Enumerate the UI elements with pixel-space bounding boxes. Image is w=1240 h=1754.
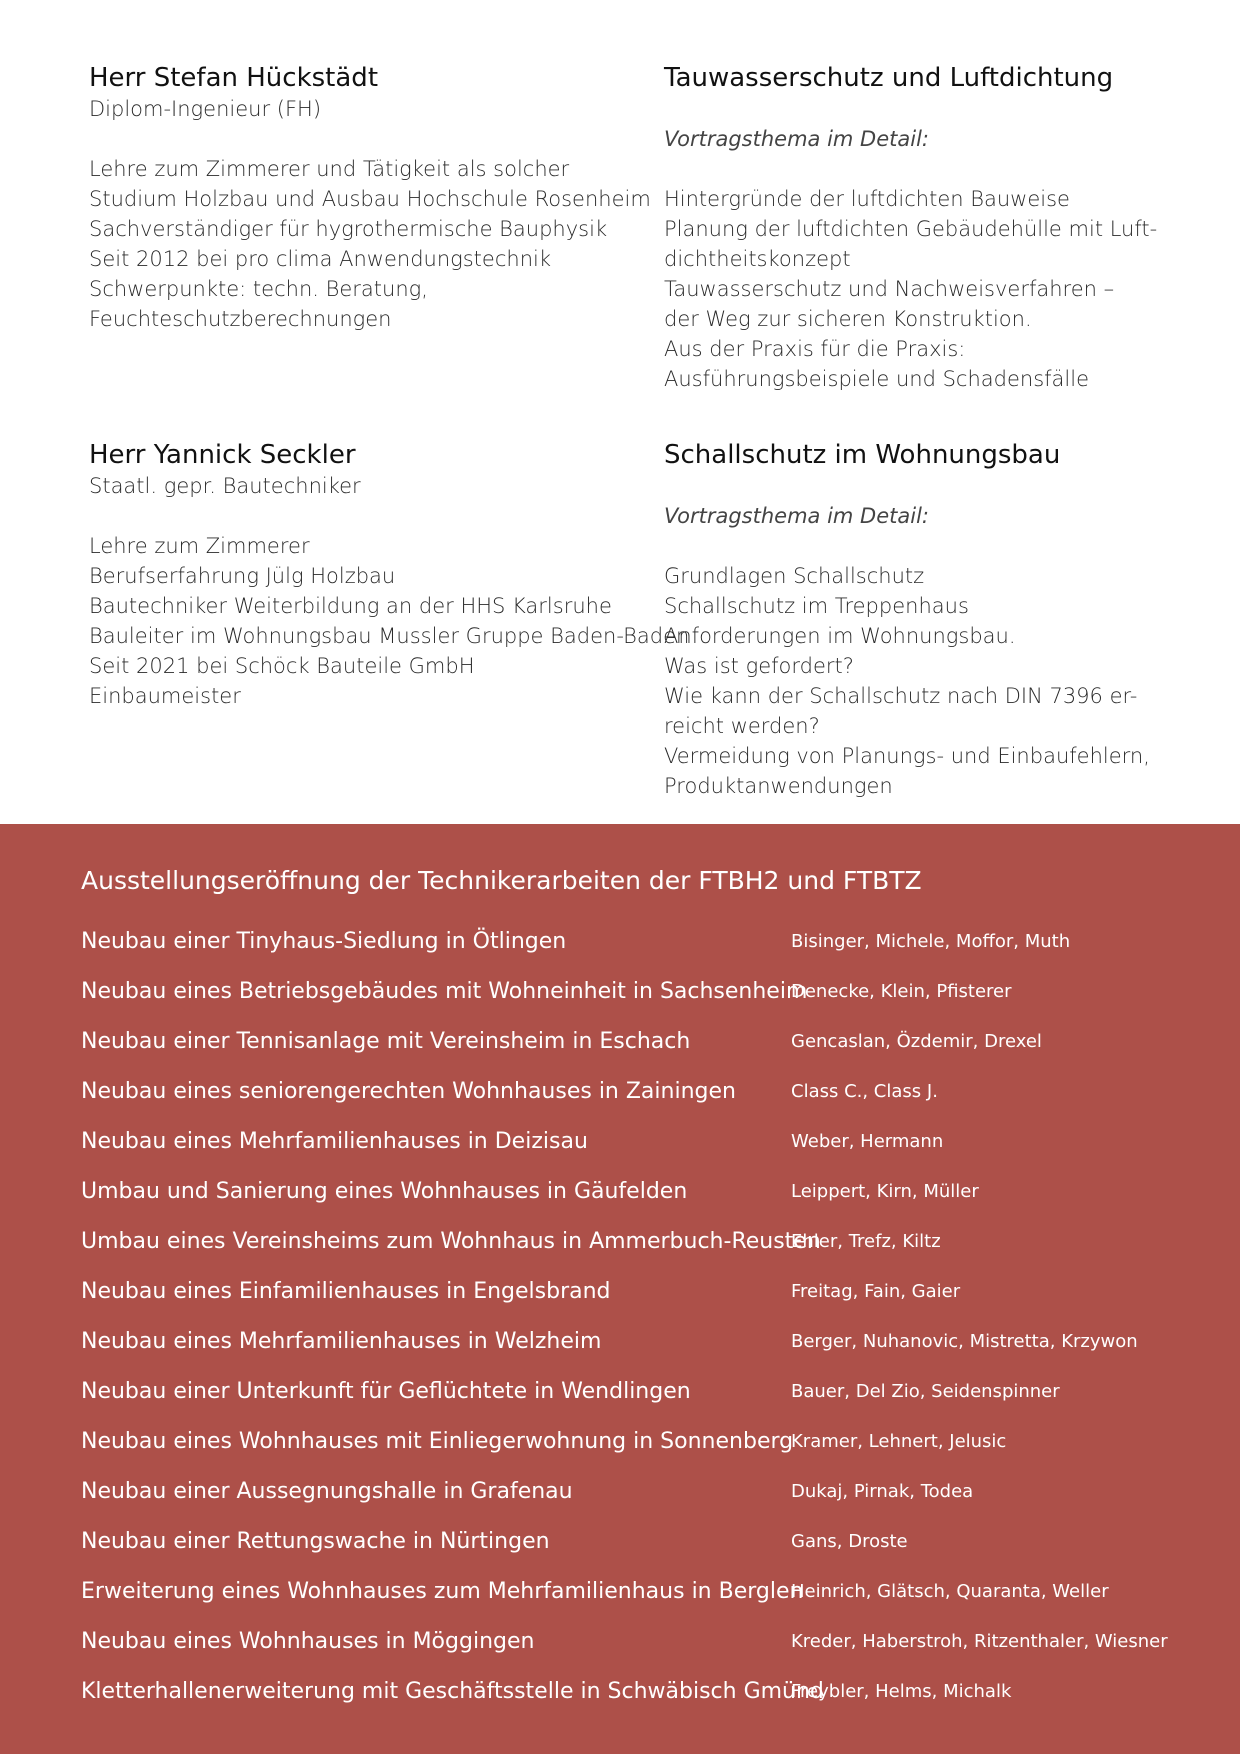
project-authors: Ehler, Trefz, Kiltz [791, 1230, 941, 1252]
bio-line: Bauleiter im Wohnungsbau Mussler Gruppe Baden-Baden [89, 624, 690, 648]
speaker-name: Herr Stefan Hückstädt [89, 63, 379, 93]
bio-line: Seit 2012 bei pro clima Anwendungstechnik [89, 247, 551, 271]
project-authors: Freybler, Helms, Michalk [791, 1680, 1012, 1702]
talk-point: Hintergründe der luftdichten Bauweise [664, 187, 1070, 211]
talk-point: der Weg zur sicheren Konstruktion. [664, 307, 1032, 331]
speaker-degree: Diplom-Ingenieur (FH) [89, 97, 322, 121]
project-title: Neubau einer Tennisanlage mit Vereinsheim in Eschach [81, 1028, 691, 1054]
project-row [81, 1616, 1221, 1666]
talk-point: Aus der Praxis für die Praxis: [664, 337, 966, 361]
project-row [81, 1066, 1221, 1116]
project-row [81, 1016, 1221, 1066]
project-row [81, 1466, 1221, 1516]
project-row [81, 1116, 1221, 1166]
bio-line: Seit 2021 bei Schöck Bauteile GmbH [89, 654, 475, 678]
speaker-2 [89, 439, 689, 711]
project-row [81, 1516, 1221, 1566]
bio-line: Feuchteschutzberechnungen [89, 307, 392, 331]
talk-title: Tauwasserschutz und Luftdichtung [664, 63, 1114, 93]
talk-detail-label: Vortragsthema im Detail: [664, 504, 929, 528]
project-authors: Gans, Droste [791, 1530, 908, 1552]
project-title: Neubau eines Betriebsgebäudes mit Wohneinheit in Sachsenheim [81, 978, 808, 1004]
talk-1 [664, 62, 1157, 394]
project-row [81, 916, 1221, 966]
project-authors: Freitag, Fain, Gaier [791, 1280, 961, 1302]
speaker-name: Herr Yannick Seckler [89, 440, 356, 470]
project-row [81, 966, 1221, 1016]
project-row [81, 1566, 1221, 1616]
talk-point: Planung der luftdichten Gebäudehülle mit Luft- [664, 217, 1158, 241]
talk-title: Schallschutz im Wohnungsbau [664, 440, 1061, 470]
project-title: Erweiterung eines Wohnhauses zum Mehrfamilienhaus in Berglen [81, 1578, 804, 1604]
talk-point: Vermeidung von Planungs- und Einbaufehlern, [664, 744, 1150, 768]
talk-point: Wie kann der Schallschutz nach DIN 7396 er- [664, 684, 1138, 708]
talk-point: Anforderungen im Wohnungsbau. [664, 624, 1016, 648]
speaker-degree: Staatl. gepr. Bautechniker [89, 474, 361, 498]
project-authors: Gencaslan, Özdemir, Drexel [791, 1030, 1042, 1052]
project-title: Neubau eines Mehrfamilienhauses in Deizisau [81, 1128, 588, 1154]
bio-line: Lehre zum Zimmerer und Tätigkeit als solcher [89, 157, 570, 181]
project-authors: Leippert, Kirn, Müller [791, 1180, 979, 1202]
project-row [81, 1216, 1221, 1266]
project-row [81, 1266, 1221, 1316]
bio-line: Einbaumeister [89, 684, 241, 708]
project-row [81, 1666, 1221, 1716]
project-row [81, 1366, 1221, 1416]
project-list [81, 916, 1221, 1716]
talk-point: Grundlagen Schallschutz [664, 564, 925, 588]
talk-point: Was ist gefordert? [664, 654, 854, 678]
project-row [81, 1316, 1221, 1366]
exhibition-title: Ausstellungseröffnung der Technikerarbeiten der FTBH2 und FTBTZ [81, 866, 922, 895]
talk-point: reicht werden? [664, 714, 820, 738]
project-title: Neubau eines seniorengerechten Wohnhauses in Zainingen [81, 1078, 736, 1104]
bio-line: Berufserfahrung Jülg Holzbau [89, 564, 396, 588]
project-title: Neubau eines Einfamilienhauses in Engelsbrand [81, 1278, 611, 1304]
talk-point: Tauwasserschutz und Nachweisverfahren – [664, 277, 1115, 301]
project-row [81, 1416, 1221, 1466]
bio-line: Sachverständiger für hygrothermische Bauphysik [89, 217, 608, 241]
bio-line: Bautechniker Weiterbildung an der HHS Karlsruhe [89, 594, 612, 618]
project-authors: Berger, Nuhanovic, Mistretta, Krzywon [791, 1330, 1138, 1352]
project-row [81, 1166, 1221, 1216]
talk-point: dichtheitskonzept [664, 247, 851, 271]
talk-point: Produktanwendungen [664, 774, 893, 798]
talk-detail-label: Vortragsthema im Detail: [664, 127, 929, 151]
talk-point: Schallschutz im Treppenhaus [664, 594, 969, 618]
project-title: Umbau eines Vereinsheims zum Wohnhaus in Ammerbuch-Reusten [81, 1228, 821, 1254]
project-title: Neubau eines Wohnhauses mit Einliegerwohnung in Sonnenberg [81, 1428, 794, 1454]
project-authors: Kramer, Lehnert, Jelusic [791, 1430, 1007, 1452]
project-title: Neubau einer Aussegnungshalle in Grafenau [81, 1478, 573, 1504]
project-authors: Denecke, Klein, Pfisterer [791, 980, 1012, 1002]
exhibition-section [0, 824, 1240, 1754]
project-authors: Bisinger, Michele, Moffor, Muth [791, 930, 1071, 952]
project-title: Neubau einer Unterkunft für Geflüchtete in Wendlingen [81, 1378, 691, 1404]
project-title: Neubau eines Mehrfamilienhauses in Welzheim [81, 1328, 602, 1354]
bio-line: Studium Holzbau und Ausbau Hochschule Rosenheim [89, 187, 651, 211]
bio-line: Lehre zum Zimmerer [89, 534, 310, 558]
bio-line: Schwerpunkte: techn. Beratung, [89, 277, 428, 301]
project-authors: Dukaj, Pirnak, Todea [791, 1480, 974, 1502]
project-title: Neubau einer Rettungswache in Nürtingen [81, 1528, 550, 1554]
project-authors: Kreder, Haberstroh, Ritzenthaler, Wiesner [791, 1630, 1168, 1652]
project-title: Umbau und Sanierung eines Wohnhauses in Gäufelden [81, 1178, 688, 1204]
project-title: Neubau eines Wohnhauses in Möggingen [81, 1628, 535, 1654]
project-title: Kletterhallenerweiterung mit Geschäftsstelle in Schwäbisch Gmünd [81, 1678, 824, 1704]
project-authors: Weber, Hermann [791, 1130, 944, 1152]
project-title: Neubau einer Tinyhaus-Siedlung in Ötlingen [81, 928, 567, 954]
talk-point: Ausführungsbeispiele und Schadensfälle [664, 367, 1089, 391]
speaker-1 [89, 62, 651, 334]
project-authors: Heinrich, Glätsch, Quaranta, Weller [791, 1580, 1109, 1602]
project-authors: Bauer, Del Zio, Seidenspinner [791, 1380, 1060, 1402]
talk-2 [664, 439, 1150, 801]
project-authors: Class C., Class J. [791, 1080, 938, 1102]
